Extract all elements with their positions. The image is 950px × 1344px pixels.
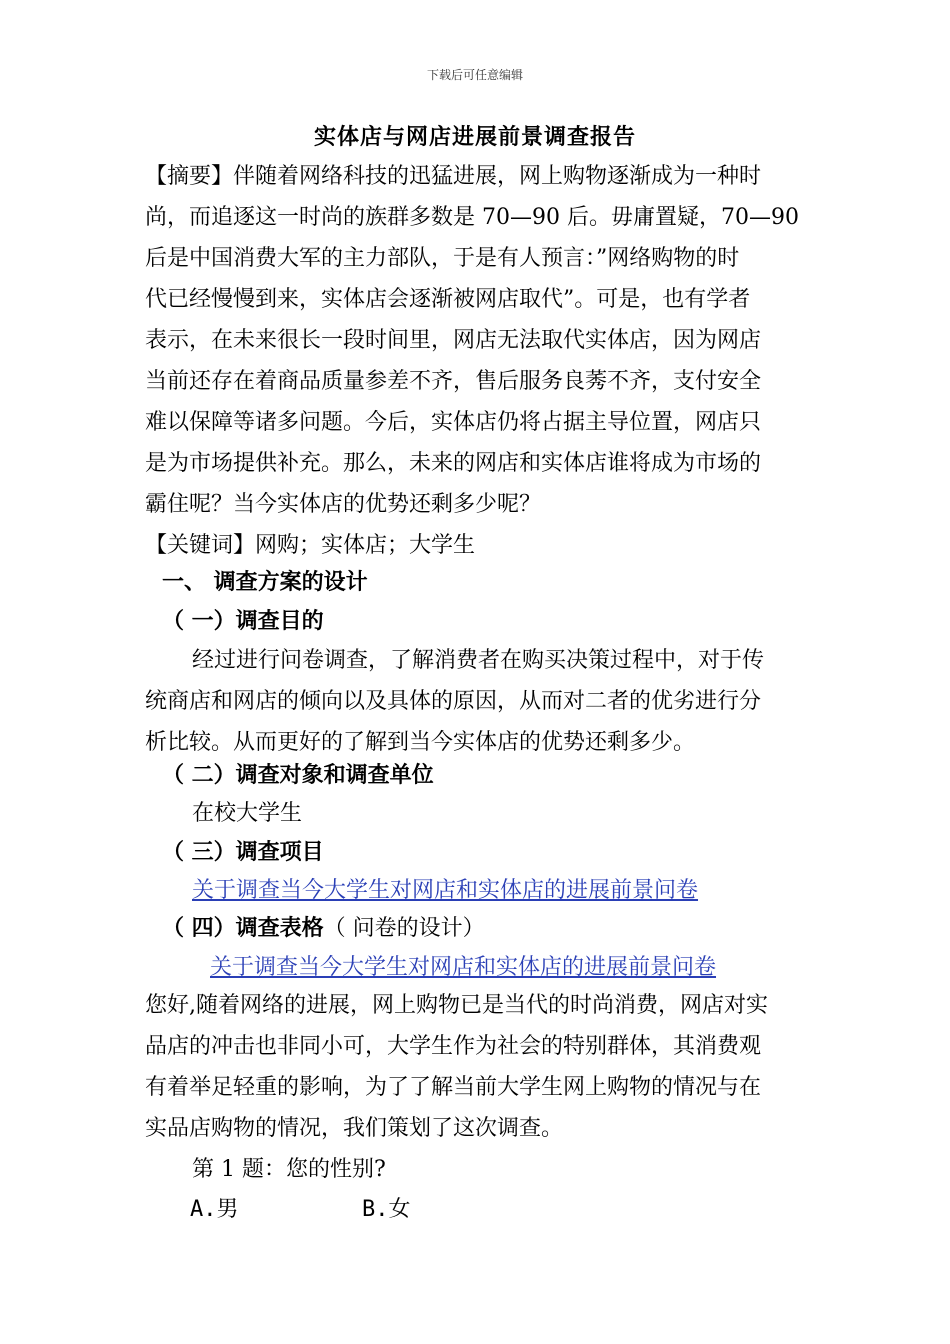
abstract-line: 当前还存在着商品质量参差不齐，售后服务良莠不齐，支付安全 — [145, 369, 762, 394]
keywords: 【关键词】网购；实体店；大学生 — [145, 533, 476, 558]
document-title: 实体店与网店进展前景调查报告 — [313, 124, 636, 150]
intro-line: 您好,随着网络的进展，网上购物已是当代的时尚消费，网店对实 — [145, 993, 768, 1018]
question-1: 第 1 题：您的性别? — [192, 1157, 386, 1182]
section-heading-survey-design: 一、 调查方案的设计 — [162, 569, 368, 595]
abstract-line: 尚，而追逐这一时尚的族群多数是 70—90 后。毋庸置疑，70—90 — [145, 205, 799, 230]
abstract-line: 难以保障等诸多问题。今后，实体店仍将占据主导位置，网店只 — [145, 410, 762, 435]
header-note: 下载后可任意编辑 — [426, 68, 523, 82]
intro-paragraph — [145, 985, 815, 1149]
option-a: A.男 — [190, 1197, 239, 1222]
abstract-line: 后是中国消费大军的主力部队，于是有人预言：”网络购物的时 — [145, 246, 740, 271]
abstract-line: 代已经慢慢到来，实体店会逐渐被网店取代”。可是，也有学者 — [145, 287, 751, 312]
purpose-line: 统商店和网店的倾向以及具体的原因，从而对二者的优劣进行分 — [145, 689, 762, 714]
abstract-line: 表示，在未来很长一段时间里，网店无法取代实体店，因为网店 — [145, 328, 762, 353]
intro-line: 品店的冲击也非同小可，大学生作为社会的特别群体，其消费观 — [145, 1034, 762, 1059]
abstract — [145, 156, 815, 525]
form-link[interactable]: 关于调查当今大学生对网店和实体店的进展前景问卷 — [210, 955, 717, 980]
subheading-subjects: （ 二）调查对象和调查单位 — [162, 762, 434, 788]
subheading-project: （ 三）调查项目 — [162, 839, 324, 865]
abstract-line: 霸住呢？当今实体店的优势还剩多少呢？ — [145, 492, 542, 517]
purpose-line: 析比较。从而更好的了解到当今实体店的优势还剩多少。 — [145, 730, 696, 755]
purpose-paragraph — [145, 640, 815, 763]
intro-line: 有着举足轻重的影响，为了了解当前大学生网上购物的情况与在 — [145, 1075, 762, 1100]
question-1-options — [190, 1192, 411, 1223]
intro-line: 实品店购物的情况，我们策划了这次调查。 — [145, 1116, 564, 1141]
subheading-form — [162, 911, 485, 942]
subheading-form-label: （ 四）调查表格 — [162, 915, 324, 941]
abstract-line: 【摘要】伴随着网络科技的迅猛进展，网上购物逐渐成为一种时 — [145, 164, 762, 189]
option-b: B.女 — [362, 1197, 411, 1222]
subjects-text: 在校大学生 — [192, 801, 303, 826]
subheading-form-note: （ 问卷的设计） — [323, 916, 485, 941]
purpose-line: 经过进行问卷调查，了解消费者在购买决策过程中，对于传 — [192, 648, 765, 673]
abstract-line: 是为市场提供补充。那么，未来的网店和实体店谁将成为市场的 — [145, 451, 762, 476]
project-link[interactable]: 关于调查当今大学生对网店和实体店的进展前景问卷 — [192, 878, 699, 903]
subheading-purpose: （ 一）调查目的 — [162, 608, 324, 634]
